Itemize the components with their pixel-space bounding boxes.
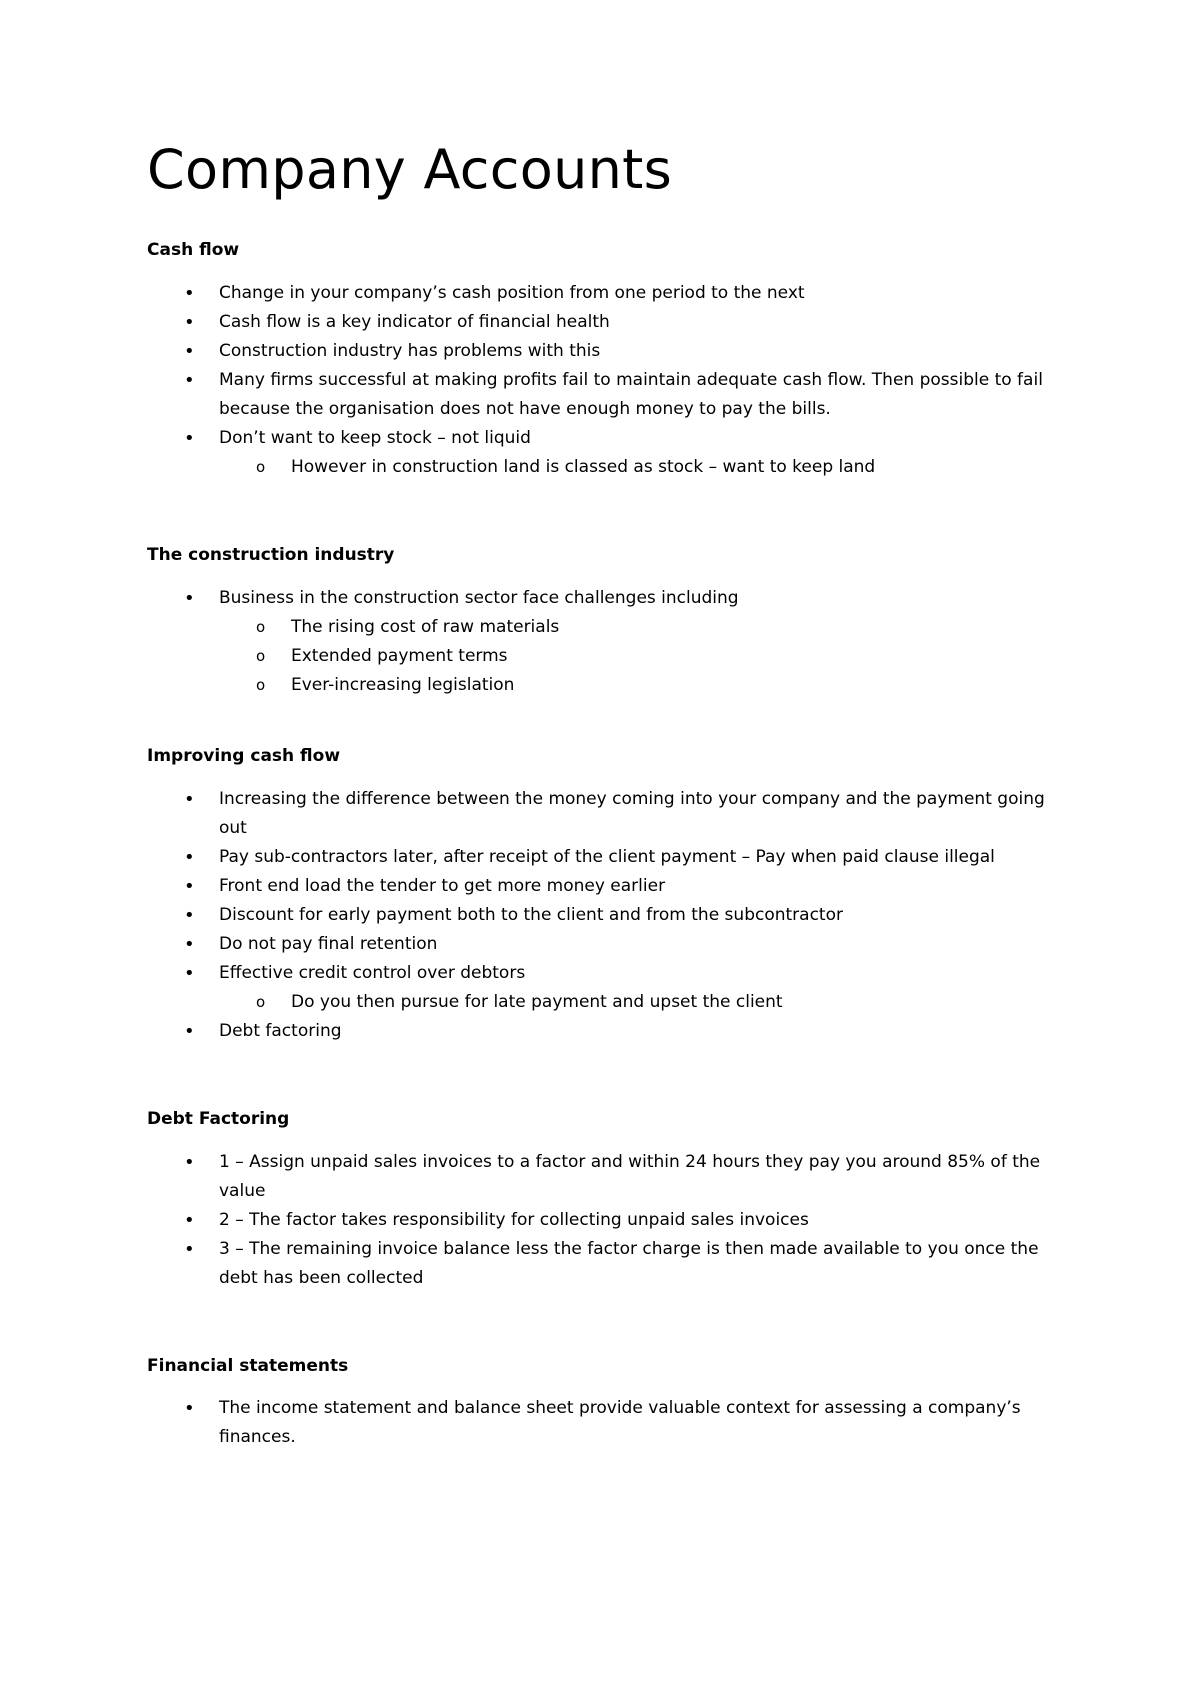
section-cash-flow: [147, 239, 1067, 482]
list-item-text: Change in your company’s cash position from one period to the next: [219, 283, 805, 304]
list-item-text: Increasing the difference between the money coming into your company and the payment going out: [219, 788, 1045, 838]
sub-bullet-list: [219, 613, 1067, 700]
list-item: [147, 930, 1067, 959]
list-item-text: Discount for early payment both to the client and from the subcontractor: [219, 904, 843, 925]
sub-list-item-text: However in construction land is classed as stock – want to keep land: [291, 457, 876, 478]
list-item-text: 1 – Assign unpaid sales invoices to a factor and within 24 hours they pay you around 85% of the value: [219, 1151, 1041, 1201]
list-item-text: Don’t want to keep stock – not liquid: [219, 428, 531, 449]
sub-list-item: [219, 671, 1067, 700]
list-item-text: 3 – The remaining invoice balance less the factor charge is then made available to you once the debt has been collected: [219, 1238, 1039, 1288]
sub-list-item-text: Ever-increasing legislation: [291, 674, 515, 695]
list-item-text: Front end load the tender to get more money earlier: [219, 875, 666, 896]
sub-bullet-list: [219, 988, 1067, 1017]
bullet-list: [147, 1017, 1067, 1046]
section-heading: The construction industry: [147, 545, 395, 566]
section-heading: Improving cash flow: [147, 745, 341, 766]
list-item-text: Debt factoring: [219, 1020, 342, 1041]
list-item: [147, 1206, 1067, 1235]
list-item-text: Effective credit control over debtors: [219, 962, 526, 983]
bullet-list: [147, 279, 1067, 453]
section-heading: Cash flow: [147, 240, 240, 261]
document-page: [147, 140, 1067, 1452]
sub-list-item: [219, 988, 1067, 1017]
section-heading: Debt Factoring: [147, 1108, 290, 1129]
section-improving-cash-flow: [147, 745, 1067, 1046]
list-item: [147, 337, 1067, 366]
list-item: [147, 1235, 1067, 1293]
section-heading: Financial statements: [147, 1355, 349, 1376]
sub-list-item-text: The rising cost of raw materials: [291, 616, 560, 637]
list-item-text: Do not pay final retention: [219, 933, 438, 954]
list-item: [147, 843, 1067, 872]
list-item: [147, 366, 1067, 424]
sub-list-item-text: Extended payment terms: [291, 645, 508, 666]
list-item: [147, 424, 1067, 453]
document-title: Company Accounts: [147, 138, 673, 201]
bullet-list: [147, 584, 1067, 613]
list-item: [147, 785, 1067, 843]
list-item: [147, 584, 1067, 613]
sub-list-item: [219, 613, 1067, 642]
list-item: [147, 308, 1067, 337]
sub-list-item: [219, 642, 1067, 671]
list-item-text: The income statement and balance sheet provide valuable context for assessing a company’s finances.: [219, 1398, 1021, 1448]
bullet-list: [147, 1148, 1067, 1293]
list-item: [147, 1394, 1067, 1452]
sub-list-item: [219, 453, 1067, 482]
section-financial-statements: [147, 1355, 1067, 1453]
section-construction-industry: [147, 544, 1067, 700]
list-item-text: Business in the construction sector face challenges including: [219, 587, 739, 608]
list-item: [147, 279, 1067, 308]
list-item-text: 2 – The factor takes responsibility for collecting unpaid sales invoices: [219, 1209, 809, 1230]
list-item-text: Cash flow is a key indicator of financial health: [219, 312, 610, 333]
list-item: [147, 872, 1067, 901]
list-item: [147, 901, 1067, 930]
list-item-text: Many firms successful at making profits fail to maintain adequate cash flow. Then possible to fail because the organisation does not have enough money to pay the bills.: [219, 370, 1043, 420]
bullet-list: [147, 1394, 1067, 1452]
bullet-list: [147, 785, 1067, 988]
list-item-text: Pay sub-contractors later, after receipt of the client payment – Pay when paid clause illegal: [219, 846, 995, 867]
list-item-text: Construction industry has problems with this: [219, 341, 601, 362]
list-item: [147, 959, 1067, 988]
list-item: [147, 1017, 1067, 1046]
section-debt-factoring: [147, 1108, 1067, 1293]
sub-bullet-list: [219, 453, 1067, 482]
list-item: [147, 1148, 1067, 1206]
sub-list-item-text: Do you then pursue for late payment and upset the client: [291, 991, 783, 1012]
